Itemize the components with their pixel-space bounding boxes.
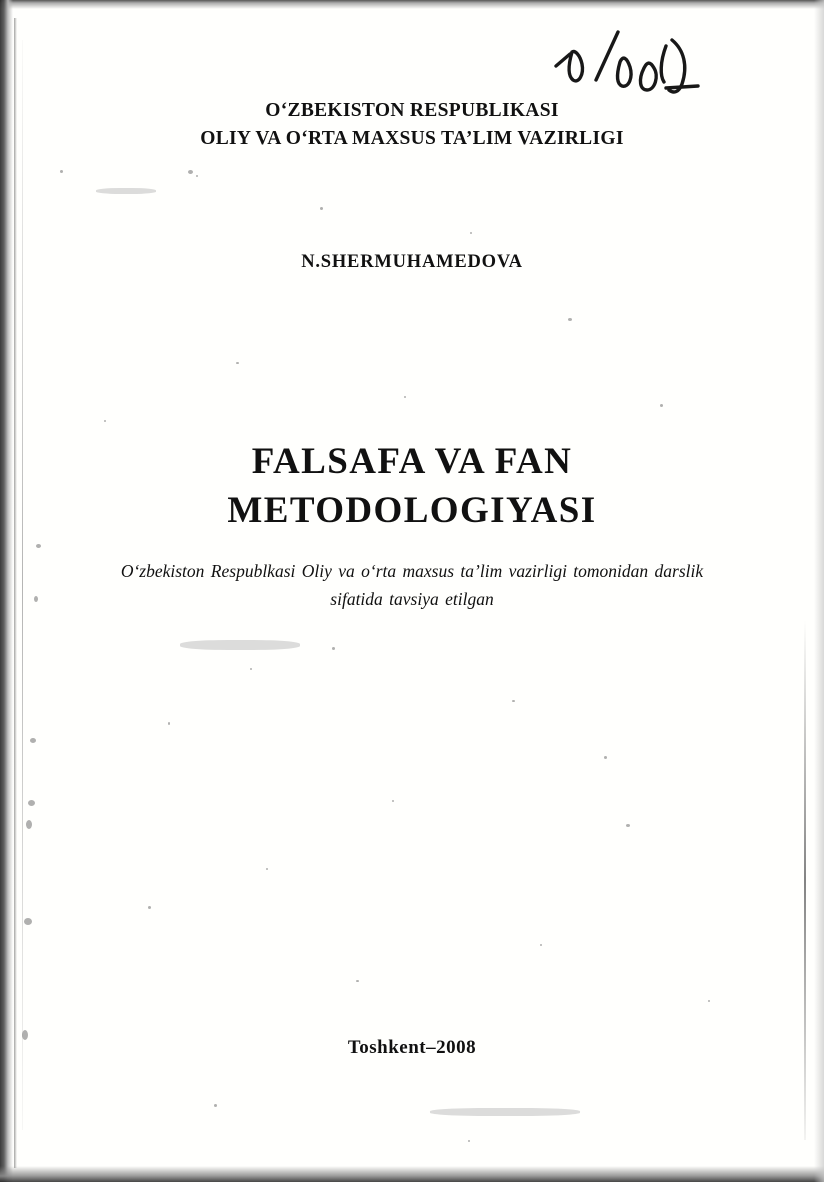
scan-smudge	[430, 1108, 580, 1116]
scan-speckle	[28, 800, 35, 806]
publisher-line-2: OLIY VA O‘RTA MAXSUS TA’LIM VAZIRLIGI	[200, 128, 624, 149]
page-margin-line-left	[22, 40, 23, 1130]
scan-speckle	[604, 756, 607, 759]
title-line-1: FALSAFA VA FAN	[251, 441, 573, 482]
scan-speckle	[568, 318, 572, 321]
scan-speckle	[24, 918, 32, 925]
scan-speckle	[392, 800, 394, 802]
scan-smudge	[96, 188, 156, 194]
scan-edge-right	[814, 0, 824, 1182]
title-line-2: METODOLOGIYASI	[227, 490, 597, 531]
handwritten-annotation-icon	[548, 22, 728, 100]
approval-note: O‘zbekiston Respublkasi Oliy va o‘rta maxsus ta’lim vazirligi tomonidan darslik sifatida tavsiya etilgan	[120, 561, 704, 609]
scan-speckle	[468, 1140, 470, 1142]
scan-edge-left-secondary	[14, 18, 17, 1168]
scan-speckle	[266, 868, 268, 870]
scan-edge-bottom	[0, 1166, 824, 1182]
author-name: N.SHERMUHAMEDOVA	[301, 252, 523, 272]
publisher-line-1: O‘ZBEKISTON RESPUBLIKASI	[265, 100, 559, 121]
scan-edge-top	[0, 0, 824, 9]
scan-speckle	[168, 722, 170, 725]
scan-speckle	[470, 232, 472, 234]
scan-speckle	[36, 544, 41, 548]
scan-speckle	[148, 906, 151, 909]
scan-speckle	[196, 175, 198, 177]
scan-speckle	[104, 420, 106, 422]
scan-speckle	[60, 170, 63, 173]
scan-speckle	[214, 1104, 217, 1107]
scan-speckle	[236, 362, 239, 364]
scan-speckle	[332, 647, 335, 650]
scan-speckle	[188, 170, 193, 174]
scan-speckle	[250, 668, 252, 670]
scan-speckle	[708, 1000, 710, 1002]
scan-speckle	[34, 596, 38, 602]
imprint-line: Toshkent–2008	[347, 1037, 477, 1058]
publisher-heading	[0, 97, 824, 153]
scan-speckle	[540, 944, 542, 946]
scan-speckle	[320, 207, 323, 210]
scan-speckle	[626, 824, 630, 827]
scan-speckle	[512, 700, 515, 702]
scan-speckle	[30, 738, 36, 743]
scan-edge-left	[0, 0, 13, 1182]
page-title	[0, 437, 824, 535]
scan-speckle	[356, 980, 359, 982]
page-margin-line-right	[804, 620, 806, 1140]
scan-speckle	[26, 820, 32, 829]
scan-smudge	[180, 640, 300, 650]
scan-speckle	[404, 396, 406, 398]
scan-speckle	[660, 404, 663, 407]
